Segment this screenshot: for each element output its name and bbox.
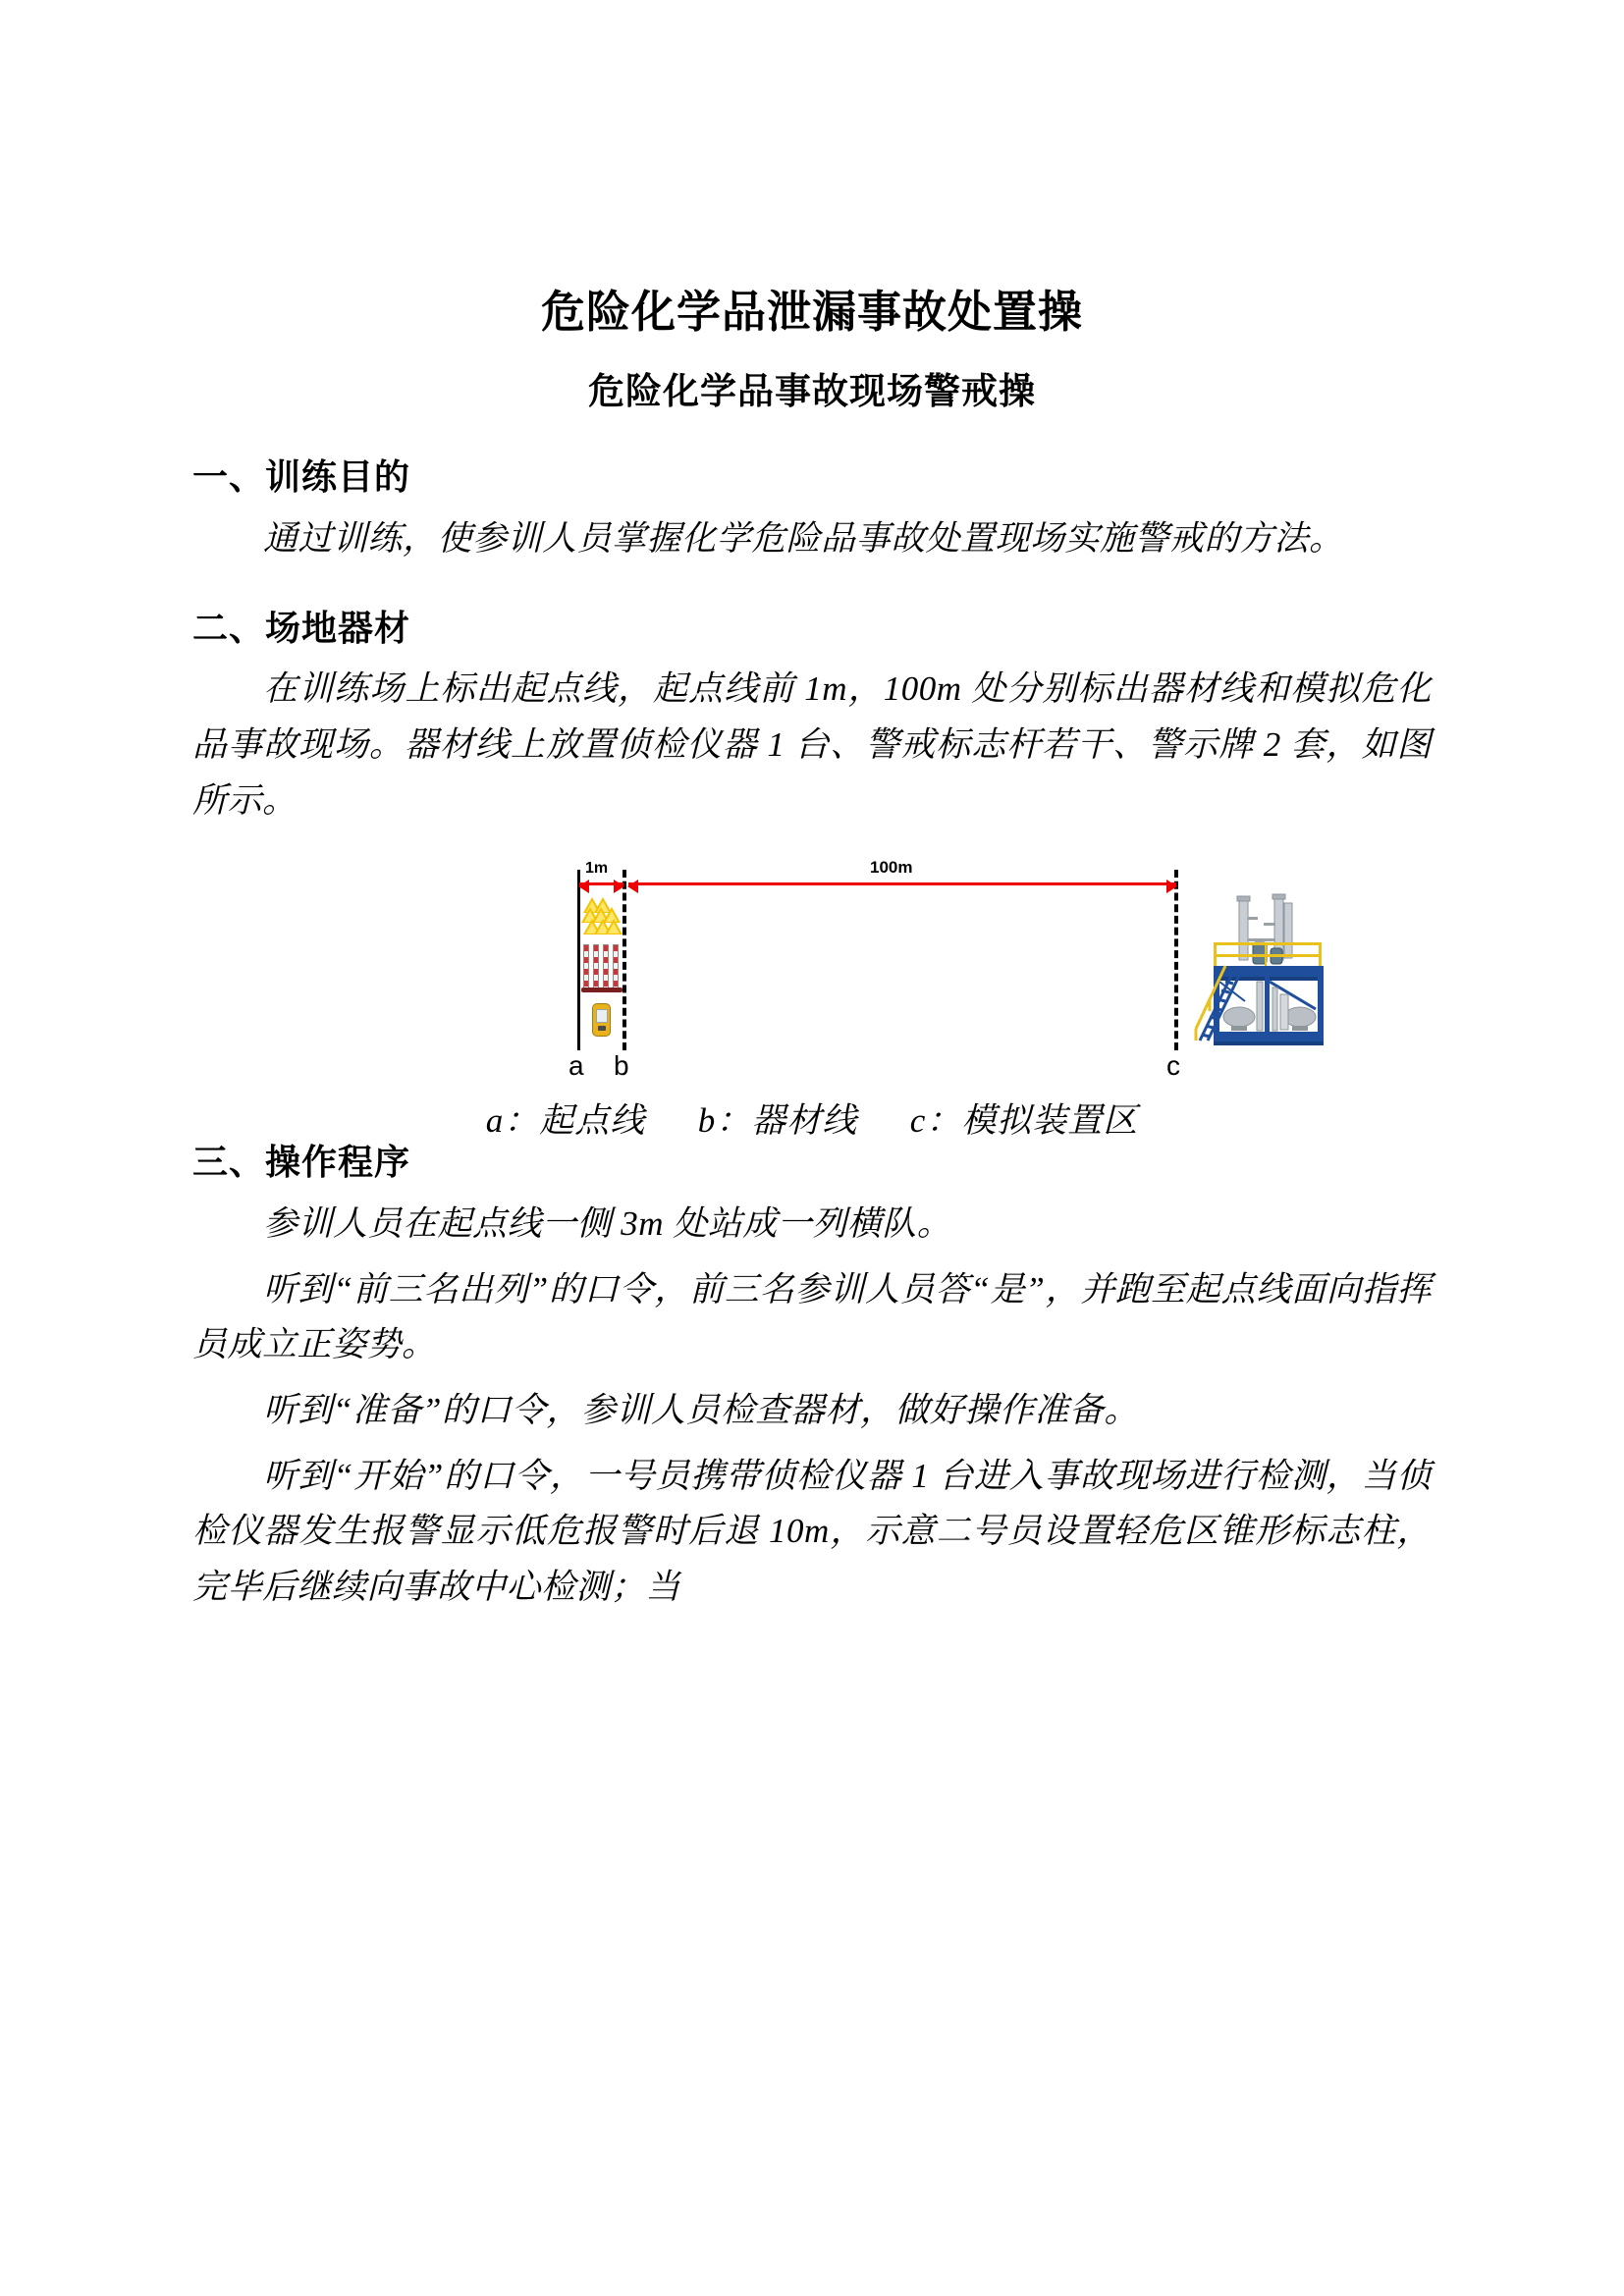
document-title: 危险化学品泄漏事故处置操 — [540, 288, 1083, 337]
start-line-a — [577, 870, 580, 1050]
arrow-right-icon — [614, 880, 624, 893]
section-2-paragraph-1: 在训练场上标出起点线，起点线前 1m，100m 处分别标出器材线和模拟危化品事故现场。器材线上放置侦检仪器 1 台、警戒标志杆若干、警示牌 2 套，如图所示。 — [192, 669, 1432, 820]
caption-b: b：器材线 — [697, 1101, 858, 1141]
point-label-c: c — [1166, 1050, 1180, 1082]
incident-line-c — [1174, 870, 1178, 1050]
arrow-left-icon — [627, 880, 638, 893]
figure-canvas — [192, 856, 1432, 1092]
section-heading-2: 二、场地器材 — [192, 607, 411, 648]
dimension-arrow-100m — [628, 882, 1176, 885]
dimension-arrow-1m — [579, 882, 623, 885]
chemical-plant-svg — [1186, 891, 1333, 1053]
caption-c: c：模拟装置区 — [909, 1101, 1139, 1141]
site-layout-figure — [192, 856, 1432, 1141]
section-3-paragraph-1: 参训人员在起点线一侧 3m 处站成一列横队。 — [263, 1204, 952, 1244]
section-3-paragraph-3: 听到“准备”的口令，参训人员检查器材，做好操作准备。 — [263, 1391, 1139, 1430]
figure-caption — [192, 1094, 1432, 1143]
document-content — [192, 0, 1432, 1616]
dimension-label-1m: 1m — [585, 860, 609, 878]
marker-post-icon — [581, 944, 623, 993]
section-1-paragraph-1: 通过训练，使参训人员掌握化学危险品事故处置现场实施警戒的方法。 — [263, 519, 1344, 559]
arrow-right-icon — [1166, 880, 1177, 893]
section-3-paragraph-2: 听到“前三名出列”的口令，前三名参训人员答“是”，并跑至起点线面向指挥员成立正姿势。 — [192, 1269, 1432, 1364]
chemical-plant-illustration — [1186, 891, 1333, 1053]
dimension-label-100m: 100m — [870, 858, 913, 878]
caption-a: a：起点线 — [485, 1101, 646, 1141]
document-subtitle: 危险化学品事故现场警戒操 — [588, 372, 1036, 413]
section-heading-3: 三、操作程序 — [192, 1142, 411, 1183]
point-label-b: b — [614, 1050, 629, 1082]
warning-sign-icon — [581, 897, 621, 936]
gas-detector-icon — [592, 1003, 611, 1037]
section-3-paragraph-4: 听到“开始”的口令，一号员携带侦检仪器 1 台进入事故现场进行检测，当侦检仪器发生报警显示低危报警时后退 10m，示意二号员设置轻危区锥形标志柱，完毕后继续向事故中心检测；当 — [192, 1456, 1432, 1607]
section-heading-1: 一、训练目的 — [192, 456, 411, 498]
equipment-line-b — [623, 870, 626, 1050]
arrow-left-icon — [578, 880, 589, 893]
point-label-a: a — [568, 1050, 584, 1082]
